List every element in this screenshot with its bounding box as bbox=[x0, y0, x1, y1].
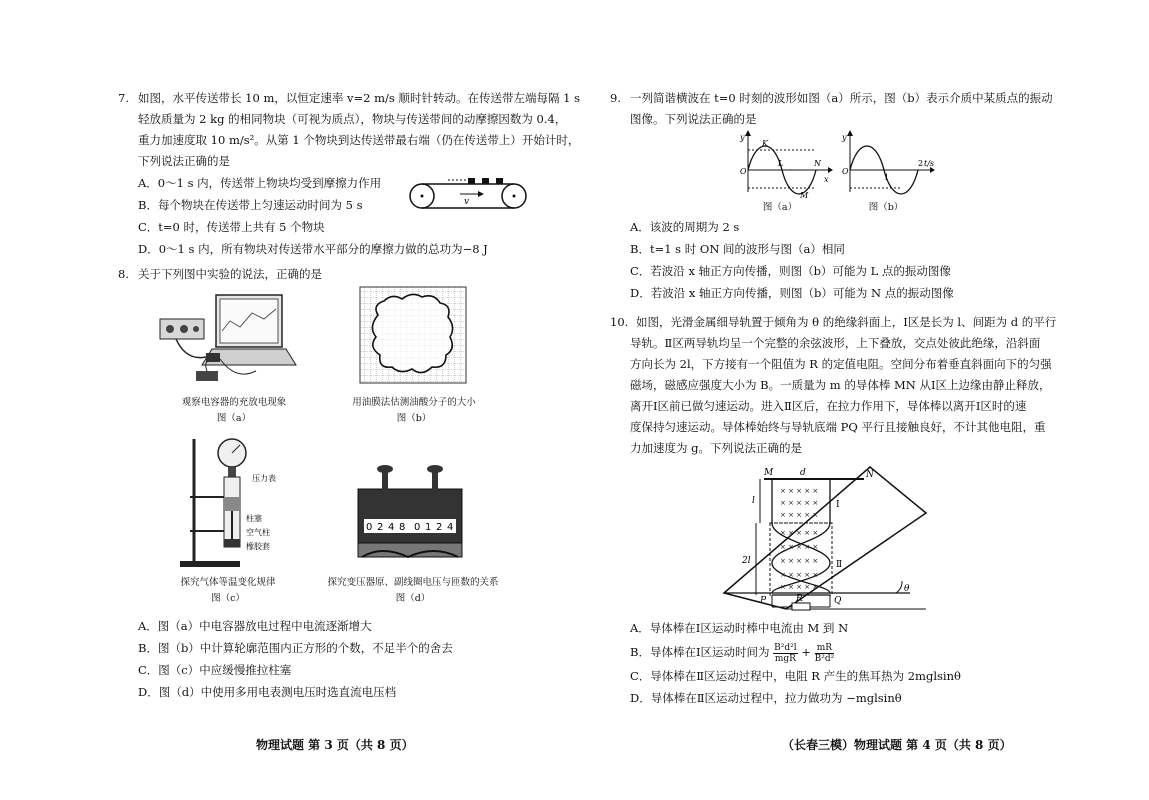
axis-label-t: t/s bbox=[924, 159, 935, 168]
question-text: 轻放质量为 2 kg 的相同物块（可视为质点），物块与传送带间的动摩擦因数为 0.4， bbox=[138, 112, 567, 126]
svg-text:× × × × ×: × × × × × bbox=[780, 529, 819, 537]
point-k-label: K bbox=[762, 139, 768, 148]
svg-text:× × × × ×: × × × × × bbox=[780, 557, 819, 565]
origin-label: O bbox=[740, 167, 747, 176]
coil-tap: 1 bbox=[425, 522, 432, 533]
page-footer-right: （长春三模）物理试题 第 4 页（共 8 页） bbox=[782, 738, 1012, 752]
gas-law-apparatus-figure bbox=[174, 435, 284, 571]
label-n: N bbox=[866, 470, 874, 480]
coil-tap: 0 bbox=[414, 522, 421, 533]
coil-tap: 2 bbox=[436, 522, 443, 533]
figure-c-label: 图（c） bbox=[211, 593, 245, 604]
question-text: 力加速度为 g。下列说法正确的是 bbox=[630, 441, 803, 455]
svg-text:× × × × ×: × × × × × bbox=[780, 571, 819, 579]
label-q: Q bbox=[834, 596, 842, 606]
option-c: C．图（c）中应缓慢推拉柱塞 bbox=[138, 663, 292, 677]
svg-text:× × × × ×: × × × × × bbox=[780, 499, 819, 507]
question-text: 图像。下列说法正确的是 bbox=[630, 112, 757, 126]
question-number: 8. bbox=[118, 267, 129, 281]
option-c: C．导体棒在Ⅱ区运动过程中，电阻 R 产生的焦耳热为 2mglsinθ bbox=[630, 669, 961, 683]
svg-text:× × × × ×: × × × × × bbox=[780, 543, 819, 551]
label-2l: 2l bbox=[742, 556, 751, 566]
axis-label-y: y bbox=[740, 133, 745, 142]
question-number: 10. bbox=[610, 315, 629, 329]
question-text: 如图，水平传送带长 10 m，以恒定速率 v=2 m/s 顺时针转动。在传送带左端每隔 1 s bbox=[138, 91, 580, 105]
option-d: D．0～1 s 内，所有物块对传送带水平部分的摩擦力做的总功为−8 J bbox=[138, 242, 488, 256]
q9-options bbox=[610, 216, 1062, 304]
tick-2: 2 bbox=[918, 159, 924, 168]
right-column bbox=[610, 88, 1062, 709]
option-d: D．导体棒在Ⅱ区运动过程中，拉力做功为 −mglsinθ bbox=[630, 691, 902, 705]
label-p: P bbox=[760, 596, 767, 606]
velocity-label: v bbox=[464, 197, 470, 207]
point-l-label: L bbox=[778, 159, 784, 168]
question-text: 度保持匀速运动。导体棒始终与导轨底端 PQ 平行且接触良好，不计其他电阻，重 bbox=[630, 420, 1046, 434]
figure-a-title: 观察电容器的充放电现象 bbox=[181, 397, 287, 408]
tick-1: 1 bbox=[884, 173, 890, 182]
q10-figure bbox=[610, 459, 1062, 617]
coil-tap: 4 bbox=[388, 522, 395, 533]
label-air-column: 空气柱 bbox=[246, 528, 270, 537]
question-text: 离开Ⅰ区前已做匀速运动。进入Ⅱ区后，在拉力作用下，导体棒以离开Ⅰ区时的速 bbox=[630, 399, 1027, 413]
coil-tap: 4 bbox=[447, 522, 454, 533]
option-b bbox=[610, 639, 1062, 665]
question-9 bbox=[610, 88, 1062, 130]
option-a: A．图（a）中电容器放电过程中电流逐渐增大 bbox=[138, 619, 372, 633]
question-text: 导轨。Ⅱ区两导轨均呈一个完整的余弦波形，上下叠放，交点处彼此绝缘，沿斜面 bbox=[630, 336, 1041, 350]
figure-b-label: 图（b） bbox=[396, 413, 432, 424]
option-a: A．导体棒在Ⅰ区运动时棒中电流由 M 到 N bbox=[630, 621, 849, 635]
fraction-2-denominator: B²d² bbox=[814, 653, 835, 664]
label-plunger: 柱塞 bbox=[246, 514, 262, 523]
coil-tap: 8 bbox=[399, 522, 406, 533]
conveyor-belt-figure bbox=[408, 174, 528, 214]
q10-options bbox=[610, 617, 1062, 709]
figure-a-label: 图（a） bbox=[216, 413, 252, 424]
fraction-2 bbox=[815, 643, 835, 664]
question-text: 下列说法正确的是 bbox=[138, 154, 230, 168]
question-8 bbox=[118, 264, 588, 285]
fraction-1-denominator: mgR bbox=[774, 653, 796, 664]
page-footer-left: 物理试题 第 3 页（共 8 页） bbox=[256, 738, 414, 752]
q8-options bbox=[118, 615, 588, 703]
svg-text:× × × × ×: × × × × × bbox=[780, 487, 819, 495]
figure-9a-label: 图（a） bbox=[762, 202, 798, 213]
fraction-2-numerator: mR bbox=[815, 643, 835, 654]
option-b: B．每个物块在传送带上匀速运动时间为 5 s bbox=[138, 198, 363, 212]
capacitor-experiment-figure bbox=[156, 291, 306, 389]
wave-figure-a bbox=[738, 130, 834, 200]
origin-label: O bbox=[842, 167, 849, 176]
label-d: d bbox=[800, 468, 806, 478]
svg-text:× × × × ×: × × × × × bbox=[780, 583, 819, 591]
point-n-label: N bbox=[814, 159, 821, 168]
transformer-figure bbox=[352, 461, 468, 565]
question-7 bbox=[118, 88, 588, 172]
label-r: R bbox=[796, 594, 803, 604]
label-theta: θ bbox=[904, 584, 910, 594]
oil-film-grid-figure bbox=[358, 285, 468, 385]
coil-tap: 0 bbox=[366, 522, 373, 533]
fraction-1 bbox=[773, 643, 797, 664]
option-b: B．t=1 s 时 ON 间的波形与图（a）相同 bbox=[630, 242, 845, 256]
figure-c-title: 探究气体等温变化规律 bbox=[180, 577, 276, 588]
q9-figures bbox=[610, 130, 1062, 216]
label-zone-1: Ⅰ bbox=[836, 500, 840, 510]
option-c: C．t=0 时，传送带上共有 5 个物块 bbox=[138, 220, 325, 234]
axis-label-y: y bbox=[842, 133, 847, 142]
figure-d-title: 探究变压器原、副线圈电压与匝数的关系 bbox=[327, 577, 499, 588]
question-text: 磁场，磁感应强度大小为 B。一质量为 m 的导体棒 MN 从Ⅰ区上边缘由静止释放， bbox=[630, 378, 1051, 392]
question-text: 一列简谐横波在 t=0 时刻的波形如图（a）所示，图（b）表示介质中某质点的振动 bbox=[630, 91, 1053, 105]
inclined-rails-figure bbox=[720, 463, 930, 613]
option-c: C．若波沿 x 轴正方向传播，则图（b）可能为 L 点的振动图像 bbox=[630, 264, 951, 278]
label-zone-2: Ⅱ bbox=[836, 560, 843, 570]
figure-b-title: 用油膜法估测油酸分子的大小 bbox=[352, 397, 476, 408]
option-b: B．图（b）中计算轮廓范围内正方形的个数，不足半个的舍去 bbox=[138, 641, 453, 655]
option-d: D．若波沿 x 轴正方向传播，则图（b）可能为 N 点的振动图像 bbox=[630, 286, 954, 300]
question-text: 方向长为 2l，下方接有一个阻值为 R 的定值电阻。空间分布着垂直斜面向下的匀强 bbox=[630, 357, 1052, 371]
label-m: M bbox=[764, 468, 774, 478]
question-number: 9. bbox=[610, 91, 621, 105]
question-text: 重力加速度取 10 m/s²。从第 1 个物块到达传送带最右端（仍在传送带上）开始计时， bbox=[138, 133, 580, 147]
figure-9b-label: 图（b） bbox=[868, 202, 904, 213]
vibration-figure-b bbox=[840, 130, 940, 200]
label-l: l bbox=[752, 496, 755, 506]
coil-tap: 2 bbox=[377, 522, 384, 533]
label-pressure-gauge: 压力表 bbox=[252, 474, 276, 483]
question-10 bbox=[610, 312, 1062, 459]
option-b-text: B．导体棒在Ⅰ区运动时间为 bbox=[630, 645, 770, 659]
svg-text:× × × × ×: × × × × × bbox=[780, 511, 819, 519]
q7-options bbox=[118, 172, 588, 260]
point-m-label: M bbox=[800, 191, 809, 200]
axis-label-x: x bbox=[824, 175, 829, 184]
figure-d-label: 图（d） bbox=[395, 593, 431, 604]
q8-figures bbox=[118, 285, 588, 615]
question-text: 如图，光滑金属细导轨置于倾角为 θ 的绝缘斜面上，Ⅰ区是长为 l、间距为 d 的平行 bbox=[636, 315, 1057, 329]
fraction-1-numerator: B²d²l bbox=[774, 642, 797, 653]
option-d: D．图（d）中使用多用电表测电压时选直流电压档 bbox=[138, 685, 397, 699]
option-a: A．0～1 s 内，传送带上物块均受到摩擦力作用 bbox=[138, 176, 382, 190]
question-text: 关于下列图中实验的说法，正确的是 bbox=[138, 267, 322, 281]
left-column bbox=[118, 88, 588, 703]
option-a: A．该波的周期为 2 s bbox=[630, 220, 740, 234]
plus-sign: + bbox=[801, 645, 811, 659]
label-rubber-cap: 橡胶套 bbox=[246, 542, 270, 551]
question-number: 7. bbox=[118, 91, 129, 105]
